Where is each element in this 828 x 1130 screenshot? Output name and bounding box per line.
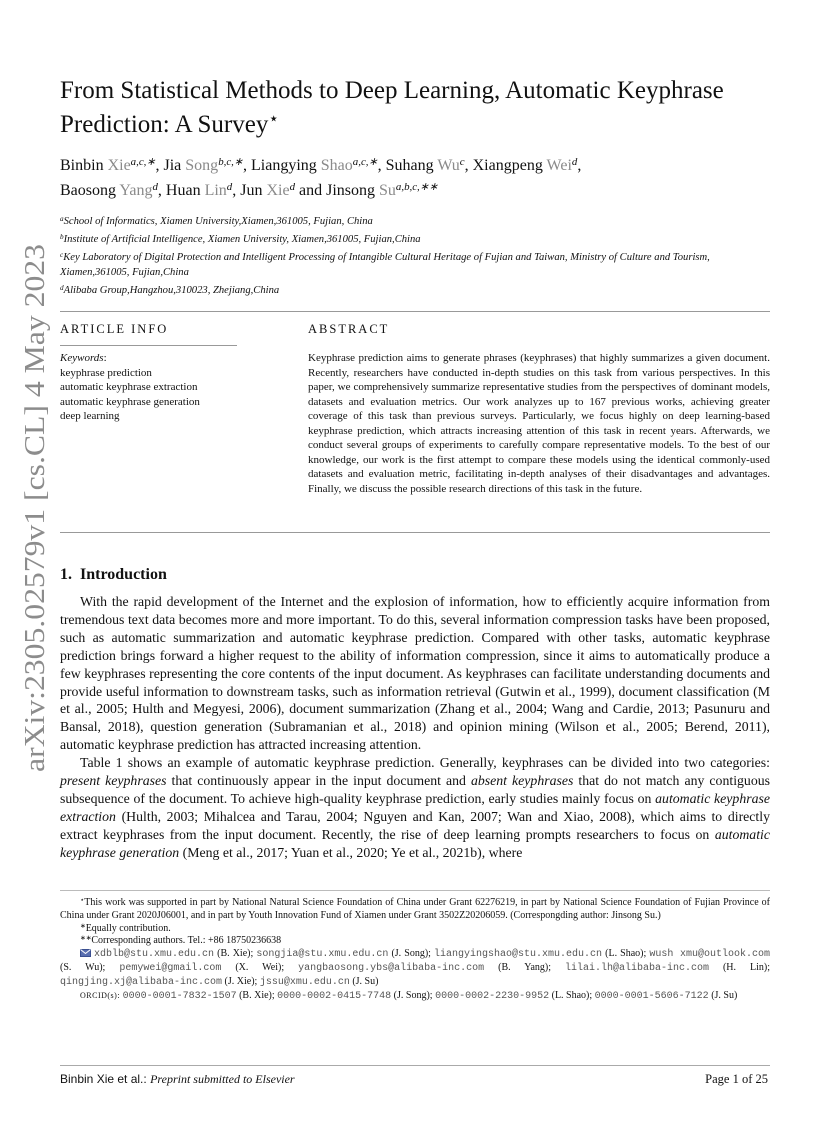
email-link[interactable]: pemywei@gmail.com bbox=[119, 962, 222, 974]
orcid-link[interactable]: 0000-0002-0415-7748 bbox=[277, 990, 392, 1002]
email-link[interactable]: yangbaosong.ybs@alibaba-inc.com bbox=[298, 962, 485, 974]
author-list bbox=[60, 153, 780, 203]
title-footnote-mark: ⋆ bbox=[268, 109, 279, 129]
email-link[interactable]: jssu@xmu.edu.cn bbox=[259, 976, 350, 988]
email-link[interactable]: lilai.lh@alibaba-inc.com bbox=[564, 962, 709, 974]
author: Binbin Xie$^{a,c,∗}$, bbox=[60, 156, 160, 174]
author: Huan Lin$^d$, bbox=[165, 181, 237, 199]
divider bbox=[60, 532, 770, 533]
affiliation: $^c$Key Laboratory of Digital Protection and Intelligent Processing of Intangible Cultural Heritage of Fujian and Taiwan, Ministry of Culture and Tourism, Xiamen,361005, Fujian,China bbox=[60, 250, 710, 278]
orcid-label: ORCID(s): bbox=[80, 990, 121, 1000]
author: Xiangpeng Wei$^d$, bbox=[472, 156, 582, 174]
author: Jinsong $Su^{a,b,c,∗∗}$ bbox=[326, 181, 439, 199]
abstract-text: Keyphrase prediction aims to generate phrases (keyphrases) that highly summarizes a given document. Recently, researchers have conducted in-depth studies on this task from various perspectives. In this paper, we comprehensively summarize representative studies from the perspectives of dominant models, datasets and evaluation metrics. Our work analyzes up to 167 previous works, achieving greater coverage of this task than previous surveys. Particularly, we focus highly on deep learning-based keyphrase prediction, which attracts increasing attention of this task in recent years. Afterwards, we conduct several groups of experiments to carefully compare representative models. To the best of our knowledge, our work is the first attempt to compare these models using the identical commonly-used datasets and evaluation metric, facilitating in-depth analyses of their disadvantages and advantages. Finally, we discuss the possible research directions of this task in the future. bbox=[308, 352, 770, 495]
equal-contribution-footnote: ∗Equally contribution. bbox=[80, 922, 171, 934]
arxiv-stamp bbox=[2, 240, 54, 780]
funding-footnote: ⋆This work was supported in part by National Natural Science Foundation of China under Grant 62276219, in part by National Science Foundation of Fujian Province of China under Grant 2020J06001, and in part by Youth Innovation Fund of Xiamen under Grant 3502Z20206059. (Correspongding author: Jinsong Su.) bbox=[60, 896, 770, 921]
affiliation: $^a$School of Informatics, Xiamen University,Xiamen,361005, Fujian, China bbox=[60, 214, 373, 227]
footer-running-head: Binbin Xie et al.: Preprint submitted to Elsevier bbox=[60, 1072, 295, 1086]
divider bbox=[60, 345, 237, 346]
orcid-link[interactable]: 0000-0002-2230-9952 bbox=[435, 990, 550, 1002]
orcid-link[interactable]: 0000-0001-7832-1507 bbox=[122, 990, 237, 1002]
email-link[interactable]: songjia@stu.xmu.edu.cn bbox=[256, 949, 389, 961]
keyword: keyphrase prediction bbox=[60, 366, 152, 379]
paragraph-1: With the rapid development of the Internet and the explosion of information, how to efficiently acquire information from tremendous text data becomes more and more important. To do this, several information compression tasks have been proposed, such as automatic summarization and automatic keyphrase prediction. Compared with other tasks, automatic keyphrase prediction brings forward a higher request to the ability of information compression, since it aims to automatically produce a few keyphrases representing the core contents of the input document. As keyphrases can facilitate understanding documents and provide useful information to downstream tasks, such as information retrieval (Gutwin et al., 1999), document classification (M et al., 2005; Hulth and Megyesi, 2006), document summarization (Zhang et al., 2004; Wang and Cardie, 2013; Pasunuru and Bansal, 2018), question generation (Subramanian et al., 2018) and opinion mining (Wilson et al., 2005; Berend, 2011), automatic keyphrase prediction has attracted increasing attention. bbox=[60, 594, 770, 753]
body-text bbox=[60, 593, 770, 862]
corresponding-footnote: ∗∗Corresponding authors. Tel.: +86 18750236638 bbox=[80, 935, 282, 947]
paper-title bbox=[60, 74, 780, 142]
footnotes bbox=[60, 897, 770, 1003]
affiliation: $^d$Alibaba Group,Hangzhou,310023, Zhejiang,China bbox=[60, 283, 280, 296]
email-link[interactable]: liangyingshao@stu.xmu.edu.cn bbox=[434, 949, 603, 961]
keyword: deep learning bbox=[60, 410, 120, 422]
divider bbox=[60, 311, 770, 312]
author: Jun Xie$^d$ and bbox=[240, 181, 323, 199]
abstract-heading: ABSTRACT bbox=[308, 322, 390, 336]
page-number: Page 1 of 25 bbox=[705, 1072, 768, 1086]
email-list: xdblb@stu.xmu.edu.cn (B. Xie); songjia@stu.xmu.edu.cn (J. Song); liangyingshao@stu.xmu.edu.cn (L. Shao); wush xmu@outlook.com (S. Wu); pemywei@gmail.com (X. Wei); yangbaosong.ybs@alibaba-inc.com (B. Yang); lilai.lh@alibaba-inc.com (H. Lin); qingjing.xj@alibaba-inc.com (J. Xie); jssu@xmu.edu.cn (J. Su) bbox=[60, 948, 770, 988]
affiliation: $^b$Institute of Artificial Intelligence, Xiamen University, Xiamen,361005, Fujian,China bbox=[60, 232, 421, 245]
section-title: Introduction bbox=[80, 566, 167, 583]
envelope-icon bbox=[80, 949, 91, 957]
arxiv-id: arXiv:2305.02579v1 [cs.CL] 4 May 2023 bbox=[19, 288, 51, 772]
paragraph-2: Table 1 shows an example of automatic keyphrase prediction. Generally, keyphrases can be divided into two categories: present keyphrases that continuously appear in the input document and absent keyphrases that do not match any contiguous subsequence of the document. To achieve high-quality keyphrase prediction, early studies mainly focus on automatic keyphrase extraction (Hulth, 2003; Mihalcea and Tarau, 2004; Nguyen and Kan, 2007; Wan and Xiao, 2008), which aims to directly extract keyphrases from the input document. Recently, the rise of deep learning prompts researchers to focus on automatic keyphrase generation (Meng et al., 2017; Yuan et al., 2020; Ye et al., 2021b), where bbox=[60, 755, 770, 860]
keyword: automatic keyphrase generation bbox=[60, 395, 200, 408]
footnote-divider bbox=[60, 890, 770, 891]
email-link[interactable]: wush xmu@outlook.com bbox=[649, 949, 770, 961]
author: Baosong Yang$^d$, bbox=[60, 181, 162, 199]
keywords-block: Keywords: keyphrase prediction automatic keyphrase extraction automatic keyphrase generation deep learning bbox=[60, 352, 200, 422]
keyword: automatic keyphrase extraction bbox=[60, 381, 198, 393]
keywords-label: Keywords bbox=[60, 352, 104, 364]
author: Suhang Wu$^c$, bbox=[385, 156, 469, 174]
section-number: 1. bbox=[60, 566, 72, 583]
footer-divider bbox=[60, 1065, 770, 1066]
orcid-link[interactable]: 0000-0001-5606-7122 bbox=[594, 990, 709, 1002]
affiliation-list bbox=[60, 214, 770, 301]
email-link[interactable]: xdblb@stu.xmu.edu.cn bbox=[94, 949, 215, 961]
email-link[interactable]: qingjing.xj@alibaba-inc.com bbox=[60, 976, 223, 988]
article-info-heading: ARTICLE INFO bbox=[60, 322, 169, 336]
author: Jia Song$^{b,c,∗}$, bbox=[163, 156, 248, 174]
orcid-list: ORCID(s): 0000-0001-7832-1507 (B. Xie); 0000-0002-0415-7748 (J. Song); 0000-0002-2230-9952 (L. Shao); 0000-0001-5606-7122 (J. Su) bbox=[80, 989, 738, 1002]
author: Liangying Shao$^{a,c,∗}$, bbox=[251, 156, 382, 174]
section-heading bbox=[60, 566, 167, 584]
keyword-list bbox=[60, 366, 200, 424]
title-text: From Statistical Methods to Deep Learning, Automatic Keyphrase Prediction: A Survey bbox=[60, 77, 724, 138]
